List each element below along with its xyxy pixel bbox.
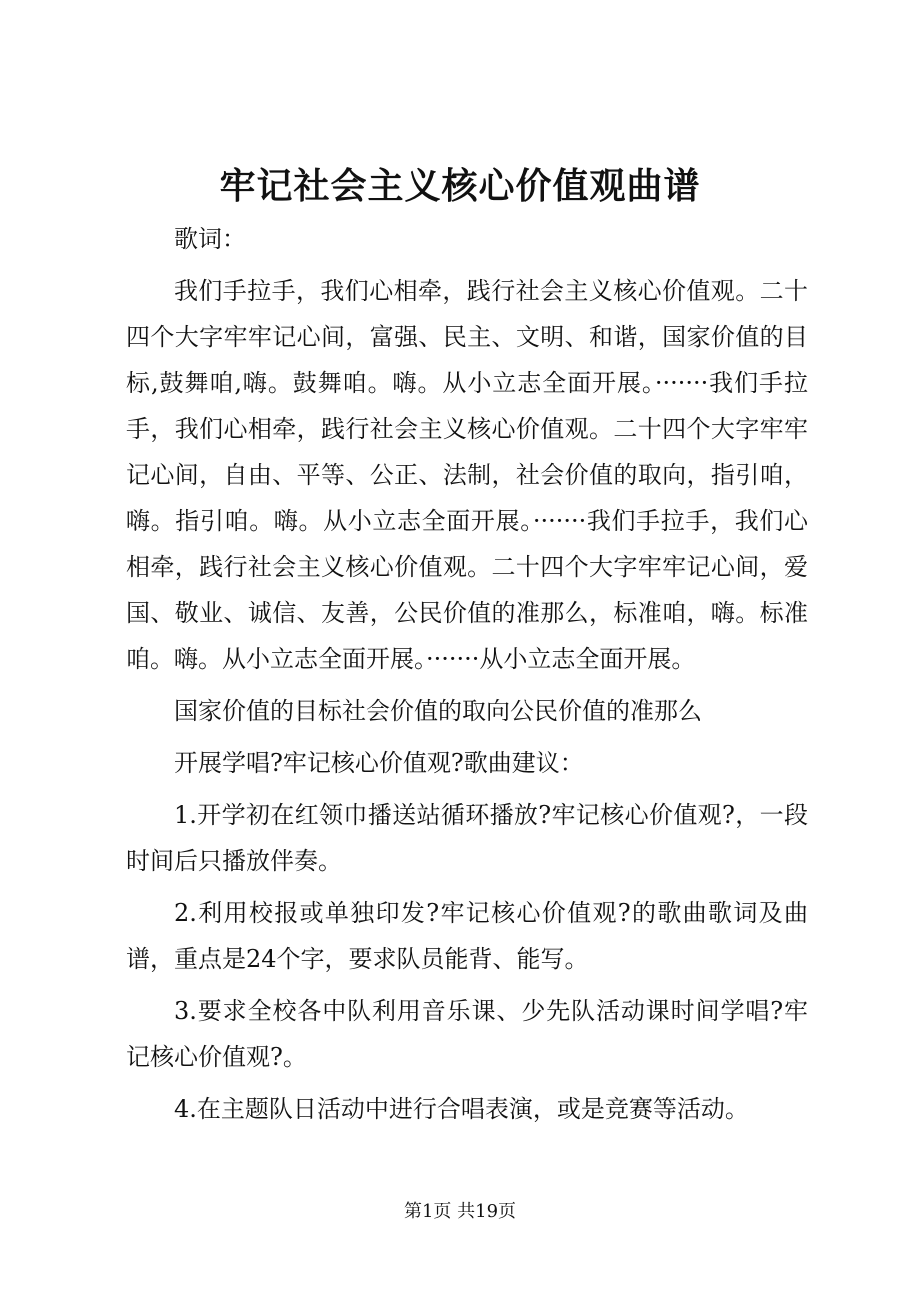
suggestion-item-2: 2.利用校报或单独印发?牢记核心价值观?的歌曲歌词及曲谱，重点是24个字，要求队员能背、能写。: [126, 899, 808, 973]
lyrics-paragraph: 我们手拉手，我们心相牵，践行社会主义核心价值观。二十四个大字牢牢记心间，富强、民主、文明、和谐，国家价值的目标,鼓舞咱,嗨。鼓舞咱。嗨。从小立志全面开展。·······我们手拉手，我们心相牵，践行社会主义核心价值观。二十四个大字牢牢记心间，自由、平等、公正、法制，社会价值的取向，指引咱，嗨。指引咱。嗨。从小立志全面开展。·······我们手拉手，我们心相牵，践行社会主义核心价值观。二十四个大字牢牢记心间，爱国、敬业、诚信、友善，公民价值的准那么，标准咱，嗨。标准咱。嗨。从小立志全面开展。·······从小立志全面开展。: [126, 277, 808, 673]
page-footer: 第1页 共19页: [403, 1201, 517, 1222]
values-summary-paragraph: 国家价值的目标社会价值的取向公民价值的准那么: [174, 697, 702, 725]
suggestion-item-4: 4.在主题队日活动中进行合唱表演，或是竞赛等活动。: [174, 1095, 749, 1123]
suggestions-heading: 开展学唱?牢记核心价值观?歌曲建议：: [174, 749, 584, 777]
suggestion-item-1: 1.开学初在红领巾播送站循环播放?牢记核心价值观?，一段时间后只播放伴奏。: [126, 801, 808, 875]
suggestion-item-3: 3.要求全校各中队利用音乐课、少先队活动课时间学唱?牢记核心价值观?。: [126, 997, 808, 1071]
page-title: 牢记社会主义核心价值观曲谱: [219, 165, 701, 207]
document-body: [126, 216, 808, 1132]
lyrics-heading: 歌词：: [174, 225, 246, 253]
